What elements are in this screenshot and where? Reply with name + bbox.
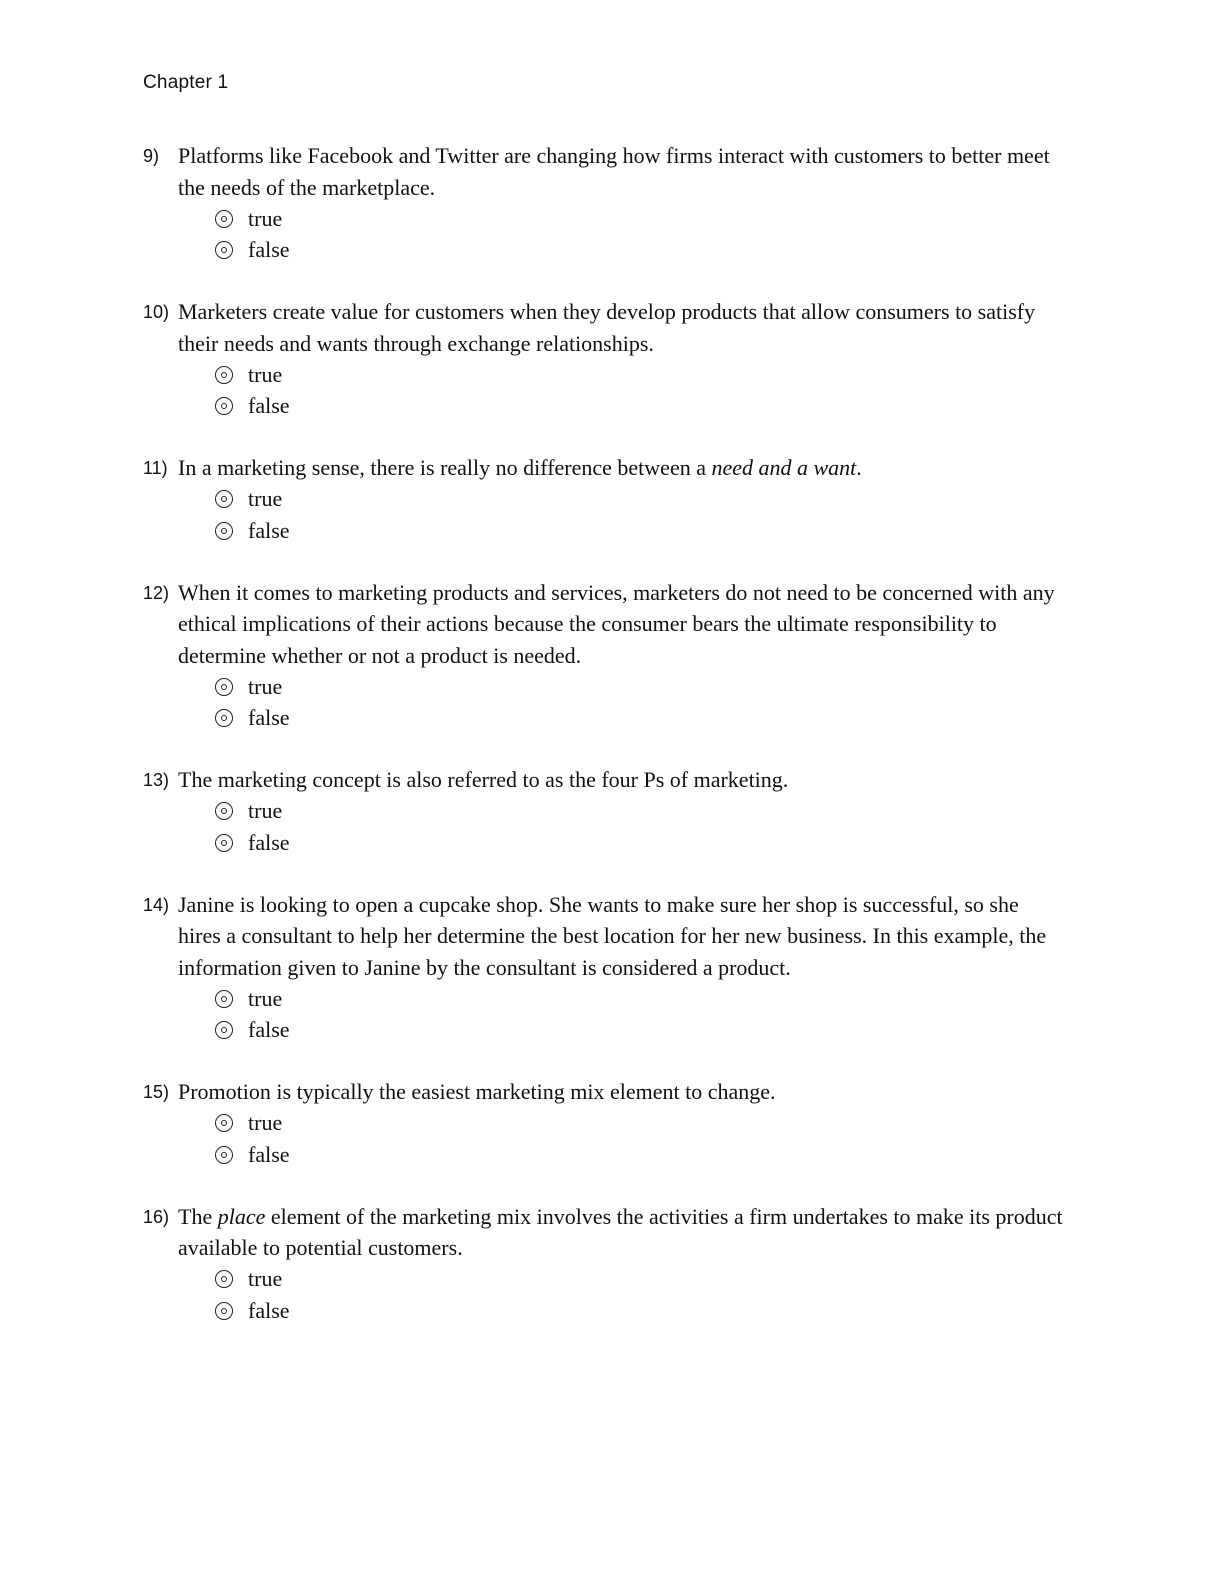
question-stem xyxy=(143,140,1063,203)
question-stem xyxy=(143,452,1063,484)
question-number: 11) xyxy=(143,458,168,478)
question-9 xyxy=(143,140,1063,266)
option-label: true xyxy=(248,798,283,824)
option-label: true xyxy=(248,673,283,699)
question-text-emphasis: place xyxy=(217,1203,266,1229)
option-label: true xyxy=(248,1266,283,1292)
radio-button-icon[interactable] xyxy=(215,210,233,228)
question-text: When it comes to marketing products and services, marketers do not need to be concerned with any ethical implications of their actions because the consumer bears the ultimate responsibility to determine whether or not a product is needed. xyxy=(178,579,1055,668)
option-true[interactable] xyxy=(143,671,1063,703)
chapter-header: Chapter 1 xyxy=(143,72,229,93)
answer-options xyxy=(143,359,1063,422)
option-label: false xyxy=(248,1017,290,1043)
radio-button-icon[interactable] xyxy=(215,834,233,852)
option-false[interactable] xyxy=(143,827,1063,859)
question-16 xyxy=(143,1201,1063,1327)
question-number: 12) xyxy=(143,582,170,603)
option-true[interactable] xyxy=(143,796,1063,828)
option-label: true xyxy=(248,486,283,512)
question-10 xyxy=(143,296,1063,422)
radio-button-icon[interactable] xyxy=(215,366,233,384)
question-text: Promotion is typically the easiest marketing mix element to change. xyxy=(178,1079,776,1104)
question-15 xyxy=(143,1076,1063,1171)
question-12 xyxy=(143,577,1063,735)
option-label: true xyxy=(248,361,283,387)
question-text-end: element of the marketing mix involves the activities a firm undertakes to make its product available to potential customers. xyxy=(178,1203,1063,1260)
question-stem xyxy=(143,764,1063,796)
option-true[interactable] xyxy=(143,203,1063,235)
answer-options xyxy=(143,983,1063,1046)
question-number: 9) xyxy=(143,146,160,166)
question-11 xyxy=(143,452,1063,547)
option-label: false xyxy=(248,829,290,855)
option-false[interactable] xyxy=(143,703,1063,735)
question-text xyxy=(178,1204,1063,1261)
radio-button-icon[interactable] xyxy=(215,397,233,415)
radio-button-icon[interactable] xyxy=(215,1146,233,1164)
question-number: 10) xyxy=(143,302,170,322)
answer-options xyxy=(143,1264,1063,1327)
radio-button-icon[interactable] xyxy=(215,709,233,727)
radio-button-icon[interactable] xyxy=(215,1114,233,1132)
radio-button-icon[interactable] xyxy=(215,522,233,540)
option-label: true xyxy=(248,205,283,231)
question-text: Platforms like Facebook and Twitter are changing how firms interact with customers to better meet the needs of the marketplace. xyxy=(178,143,1050,200)
option-label: false xyxy=(248,705,290,731)
answer-options xyxy=(143,484,1063,547)
answer-options xyxy=(143,796,1063,859)
answer-options xyxy=(143,1108,1063,1171)
question-stem xyxy=(143,577,1063,672)
radio-button-icon[interactable] xyxy=(215,241,233,259)
answer-options xyxy=(143,203,1063,266)
radio-button-icon[interactable] xyxy=(215,1302,233,1320)
question-text-start: The xyxy=(178,1203,218,1229)
radio-button-icon[interactable] xyxy=(215,490,233,508)
question-text: Marketers create value for customers when they develop products that allow consumers to satisfy their needs and wants through exchange relationships. xyxy=(178,299,1036,356)
answer-options xyxy=(143,671,1063,734)
option-label: true xyxy=(248,985,283,1011)
question-14 xyxy=(143,889,1063,1047)
option-label: false xyxy=(248,393,290,419)
question-number: 15) xyxy=(143,1082,170,1102)
option-false[interactable] xyxy=(143,1295,1063,1327)
option-label: false xyxy=(248,237,290,263)
question-text: Janine is looking to open a cupcake shop. She wants to make sure her shop is successful, so she hires a consultant to help her determine the best location for her new business. In this example, the information given to Janine by the consultant is considered a product. xyxy=(178,891,1047,980)
question-text-end: . xyxy=(856,455,862,480)
question-list xyxy=(143,140,1063,1357)
option-label: false xyxy=(248,1141,290,1167)
option-label: false xyxy=(248,517,290,543)
question-text: The marketing concept is also referred to as the four Ps of marketing. xyxy=(178,767,789,792)
question-13 xyxy=(143,764,1063,859)
option-false[interactable] xyxy=(143,391,1063,423)
option-false[interactable] xyxy=(143,1139,1063,1171)
option-true[interactable] xyxy=(143,1108,1063,1140)
option-false[interactable] xyxy=(143,515,1063,547)
radio-button-icon[interactable] xyxy=(215,678,233,696)
question-text xyxy=(178,455,862,480)
radio-button-icon[interactable] xyxy=(215,802,233,820)
question-number: 13) xyxy=(143,770,170,790)
option-true[interactable] xyxy=(143,359,1063,391)
question-text-emphasis: need and a want xyxy=(711,455,857,480)
radio-button-icon[interactable] xyxy=(215,1021,233,1039)
option-true[interactable] xyxy=(143,1264,1063,1296)
option-true[interactable] xyxy=(143,983,1063,1015)
option-label: false xyxy=(248,1297,290,1323)
option-false[interactable] xyxy=(143,1015,1063,1047)
radio-button-icon[interactable] xyxy=(215,990,233,1008)
option-label: true xyxy=(248,1110,283,1136)
question-stem xyxy=(143,296,1063,359)
radio-button-icon[interactable] xyxy=(215,1270,233,1288)
question-stem xyxy=(143,1201,1063,1264)
question-stem xyxy=(143,1076,1063,1108)
question-stem xyxy=(143,889,1063,984)
question-number: 16) xyxy=(143,1206,170,1227)
option-true[interactable] xyxy=(143,484,1063,516)
question-text-start: In a marketing sense, there is really no difference between a xyxy=(178,455,712,480)
option-false[interactable] xyxy=(143,235,1063,267)
question-number: 14) xyxy=(143,894,170,915)
